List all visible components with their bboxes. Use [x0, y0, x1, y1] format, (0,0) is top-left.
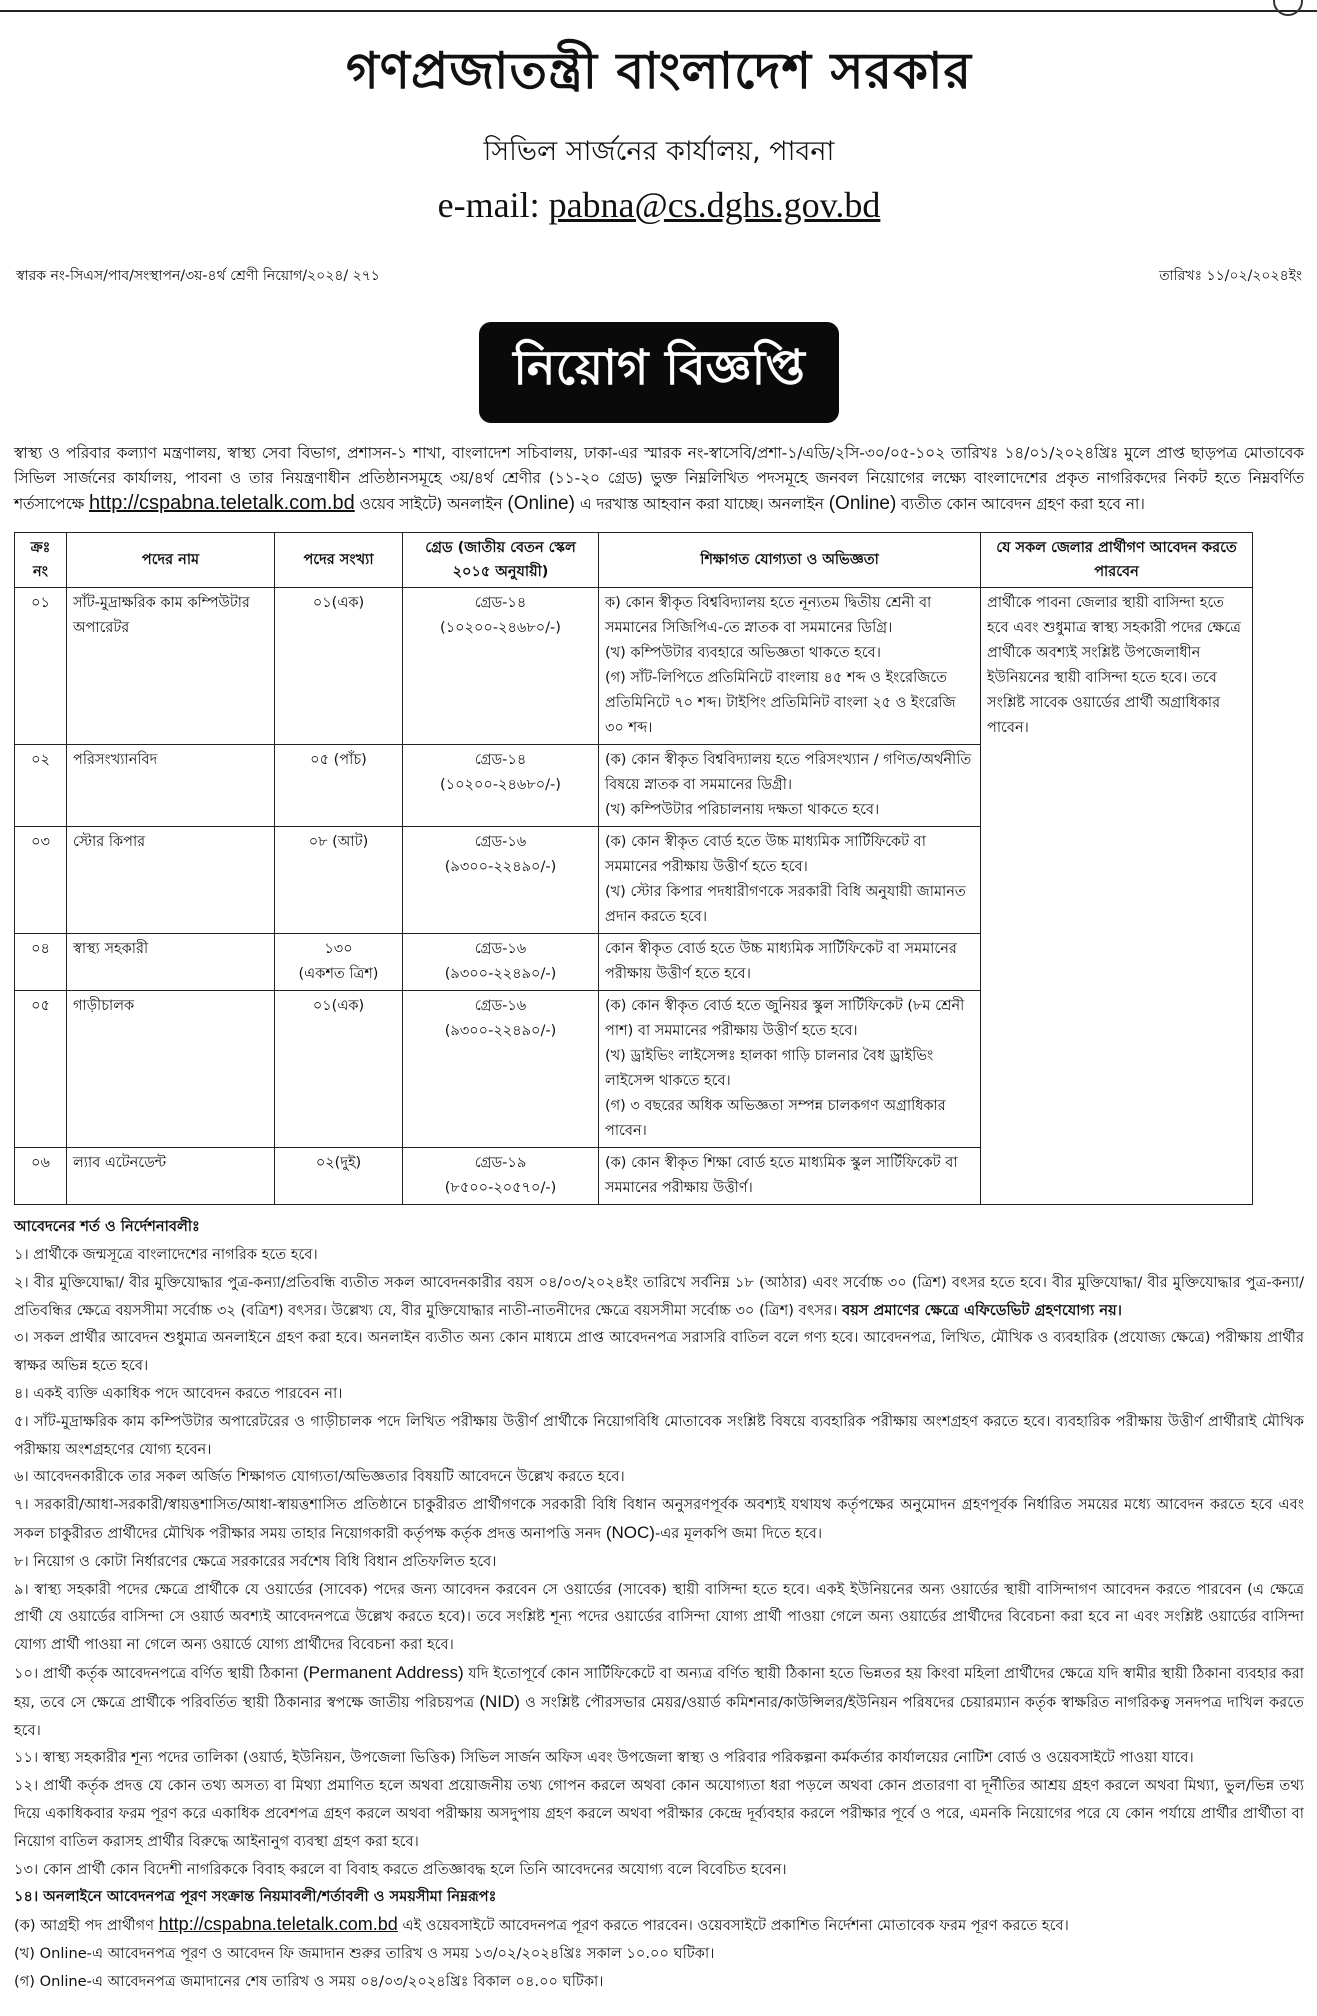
instruction-item: ১১। স্বাস্থ্য সহকারীর শূন্য পদের তালিকা (ওয়ার্ড, ইউনিয়ন, উপজেলা ভিত্তিক) সিভিল সার্জন অফিস এবং উপজেলা স্বাস্থ্য ও পরিবার পরিকল্পনা কর্মকর্তার কার্যালয়ের নোটিশ বোর্ড ও ওয়েবসাইটে পাওয়া যাবে। — [14, 1749, 1194, 1767]
row-count — [275, 934, 403, 991]
application-website-link[interactable]: http://cspabna.teletalk.com.bd — [89, 492, 355, 514]
grade-label: গ্রেড-১৪ — [474, 595, 527, 612]
grade-label: গ্রেড-১৪ — [474, 752, 527, 769]
row-qualification — [599, 588, 981, 745]
row-count: ০১(এক) — [275, 588, 403, 745]
requirement-item: (খ) ড্রাইভিং লাইসেন্সঃ হালকা গাড়ি চালনার বৈধ ড্রাইভিং লাইসেন্স থাকতে হবে। — [605, 1048, 934, 1090]
row-sl: ০৫ — [15, 991, 67, 1148]
instructions-section — [14, 1213, 1304, 1995]
posts-table — [14, 532, 1253, 1205]
row-qualification — [599, 934, 981, 991]
memo-reference: স্বারক নং-সিএস/পাব/সংস্থাপন/৩য়-৪র্থ শ্রেণী নিয়োগ/২০২৪/ ২৭১ — [16, 268, 380, 284]
intro-text: এ দরখাস্ত আহবান করা যাচ্ছে। অনলাইন — [574, 495, 829, 513]
instruction-item — [14, 1659, 1304, 1744]
col-header-qualification: শিক্ষাগত যোগ্যতা ও অভিজ্ঞতা — [599, 533, 981, 588]
application-website-link[interactable]: http://cspabna.teletalk.com.bd — [158, 1914, 398, 1935]
grade-label: গ্রেড-১৬ — [474, 941, 527, 958]
row-sl: ০৬ — [15, 1148, 67, 1205]
intro-text: ব্যতীত কোন আবেদন গ্রহণ করা হবে না। — [896, 495, 1145, 513]
requirement-item: ক) কোন স্বীকৃত বিশ্ববিদ্যালয় হতে নূন্যতম দ্বিতীয় শ্রেনী বা সমমানের সিজিপিএ-তে স্নাতক বা সমমানের ডিগ্রি। — [605, 595, 932, 637]
row-sl: ০২ — [15, 745, 67, 827]
row-post: পরিসংখ্যানবিদ — [67, 745, 275, 827]
requirement-item: (ক) কোন স্বীকৃত বিশ্ববিদ্যালয় হতে পরিসংখ্যান / গণিত/অর্থনীতি বিষয়ে স্নাতক বা সমমানের ডিগ্রী। — [605, 752, 972, 794]
email-link[interactable]: pabna@cs.dghs.gov.bd — [548, 185, 881, 225]
office-name: সিভিল সার্জনের কার্যালয়, পাবনা — [483, 136, 835, 167]
row-grade — [403, 991, 599, 1148]
count-words: (একশত ত্রিশ) — [298, 966, 379, 983]
row-qualification — [599, 827, 981, 934]
instruction-text: -এর মূলকপি জমা দিতে হবে। — [654, 1525, 823, 1543]
instruction-subitem: (গ) Online-এ আবেদনপত্র জমাদানের শেষ তারিখ ও সময় ০৪/০৩/২০২৪খ্রিঃ বিকাল ০৪.০০ ঘটিকা। — [14, 1972, 604, 1990]
row-sl: ০১ — [15, 588, 67, 745]
memo-row — [14, 264, 1304, 288]
intro-online-term: (Online) — [507, 493, 575, 514]
pay-scale: (৯৩০০-২২৪৯০/-) — [444, 859, 557, 876]
requirement-item: (ক) কোন স্বীকৃত বোর্ড হতে উচ্চ মাধ্যমিক সার্টিফিকেট বা সমমানের পরীক্ষায় উত্তীর্ণ হতে হবে। — [605, 834, 926, 876]
notice-document — [14, 0, 1304, 1996]
intro-text: ওয়েব সাইটে) অনলাইন — [354, 495, 508, 513]
instruction-item: ১২। প্রার্থী কর্তৃক প্রদত্ত যে কোন তথ্য অসত্য বা মিথ্যা প্রমাণিত হলে অথবা প্রয়োজনীয় তথ্য গোপন করলে অথবা কোন অযোগ্যতা ধরা পড়লে অথবা কোন প্রতারণা বা দূর্নীতির আশ্রয় গ্রহণ করলে অথবা মিথ্যা, ভুল/ভিন্ন তথ্য দিয়ে একাধিকবার ফরম পূরণ করে একাধিক প্রবেশপত্র গ্রহণ করলে অথবা পরীক্ষায় অসদুপায় গ্রহণ করলে অথবা পরীক্ষার কেন্দ্রে দূর্ব্যবহার করলে পরীক্ষার পূর্বে ও পরে, এমনকি নিয়োগের পরে যে কোন পর্যায়ে প্রার্থীর প্রার্থীতা বা নিয়োগ বাতিল করাসহ প্রার্থীর বিরুদ্ধে আইনানুগ ব্যবস্থা গ্রহণ করা হবে। — [14, 1777, 1304, 1850]
eligible-district-cell: প্রার্থীকে পাবনা জেলার স্থায়ী বাসিন্দা হতে হবে এবং শুধুমাত্র স্বাস্থ্য সহকারী পদের ক্ষেত্রে প্রার্থীকে অবশ্যই সংশ্লিষ্ট উপজেলাধীন ইউনিয়নের স্থায়ী বাসিন্দা হতে হবে। তবে সংশ্লিষ্ট সাবেক ওয়ার্ডের প্রার্থী অগ্রাধিকার পাবেন। — [981, 588, 1253, 1205]
instruction-term: (NID) — [479, 1691, 520, 1711]
pay-scale: (৮৫০০-২০৫৭০/-) — [444, 1180, 557, 1197]
row-grade — [403, 827, 599, 934]
grade-label: গ্রেড-১৬ — [474, 998, 527, 1015]
col-header-grade: গ্রেড (জাতীয় বেতন স্কেল ২০১৫ অনুযায়ী) — [403, 533, 599, 588]
requirement-item: (গ) ৩ বছরের অধিক অভিজ্ঞতা সম্পন্ন চালকগণ অগ্রাধিকার পাবেন। — [605, 1098, 946, 1140]
col-header-sl: ক্রঃ নং — [15, 533, 67, 588]
memo-date: তারিখঃ ১১/০২/২০২৪ইং — [1159, 268, 1302, 284]
count-number: ১৩০ — [324, 941, 353, 958]
notice-title-wrap — [14, 322, 1304, 423]
row-post: সাঁট-মুদ্রাক্ষরিক কাম কম্পিউটার অপারেটর — [67, 588, 275, 745]
col-header-count: পদের সংখ্যা — [275, 533, 403, 588]
table-row — [15, 588, 1253, 745]
pay-scale: (১০২০০-২৪৬৮০/-) — [440, 620, 561, 637]
table-header-row — [15, 533, 1253, 588]
instruction-item: ৫। সাঁট-মুদ্রাক্ষরিক কাম কম্পিউটার অপারেটরের ও গাড়ীচালক পদে লিখিত পরীক্ষায় উত্তীর্ণ প্রার্থীকে নিয়োগবিধি মোতাবেক সংশ্লিষ্ট বিষয়ে ব্যবহারিক পরীক্ষায় অংশগ্রহণ করতে হবে। ব্যবহারিক পরীক্ষায় উত্তীর্ণ প্রার্থীরাই মৌখিক পরীক্ষায় অংশগ্রহণের যোগ্য হবেন। — [14, 1412, 1304, 1458]
col-header-post: পদের নাম — [67, 533, 275, 588]
requirement-item: (খ) কম্পিউটার পরিচালনায় দক্ষতা থাকতে হবে। — [605, 802, 880, 819]
row-post: স্টোর কিপার — [67, 827, 275, 934]
instruction-text: ৭। সরকারী/আধা-সরকারী/স্বায়ত্তশাসিত/আধা-স্বায়ত্তশাসিত প্রতিষ্ঠানে চাকুরীরত প্রার্থীগণকে সরকারী বিধি বিধান অনুসরণপূর্বক অবশ্যই যথাযথ কর্তৃপক্ষের অনুমোদন গ্রহণপূর্বক নির্ধারিত সময়ের মধ্যে আবেদন করতে হবে এবং সকল চাকুরীরত প্রার্থীদের মৌখিক পরীক্ষার সময় তাহার নিয়োগকারী কর্তৃপক্ষ কর্তৃক প্রদত্ত অনাপত্তি সনদ — [14, 1496, 1304, 1543]
instruction-item: ৪। একই ব্যক্তি একাধিক পদে আবেদন করতে পারবেন না। — [14, 1385, 343, 1403]
row-qualification — [599, 991, 981, 1148]
instruction-item: ১। প্রার্থীকে জন্মসূত্রে বাংলাদেশের নাগরিক হতে হবে। — [14, 1246, 318, 1264]
instruction-item: ৯। স্বাস্থ্য সহকারী পদের ক্ষেত্রে প্রার্থীকে যে ওয়ার্ডের (সাবেক) পদের জন্য আবেদন করবেন সে ওয়ার্ডের (সাবেক) স্থায়ী বাসিন্দা হতে হবে। একই ইউনিয়নের অন্য ওয়ার্ডের স্থায়ী বাসিন্দাগণ আবেদন করতে পারবেন (এ ক্ষেত্রে প্রার্থী যে ওয়ার্ডের বাসিন্দা সে ওয়ার্ড অবশ্যই আবেদনপত্রে উল্লেখ করতে হবে)। তবে সংশ্লিষ্ট শূন্য পদের ওয়ার্ডের বাসিন্দা যোগ্য প্রার্থী পাওয়া গেলে অন্য ওয়ার্ডের প্রার্থীদের বিবেচনা করা হবে না এবং সংশ্লিষ্ট ওয়ার্ডের বাসিন্দা যোগ্য প্রার্থী পাওয়া না গেলে অন্য ওয়ার্ডে যোগ্য প্রার্থীদের বিবেচনা করা হবে। — [14, 1580, 1304, 1654]
notice-title: নিয়োগ বিজ্ঞপ্তি — [479, 322, 839, 423]
requirement-item: (গ) সাঁট-লিপিতে প্রতিমিনিটে বাংলায় ৪৫ শব্দ ও ইংরেজিতে প্রতিমিনিটে ৭০ শব্দ। টাইপিং প্রতিমিনিট বাংলা ২৫ ও ইংরেজি ৩০ শব্দ। — [605, 670, 956, 737]
instruction-item: ১৩। কোন প্রার্থী কোন বিদেশী নাগরিককে বিবাহ করলে বা বিবাহ করতে প্রতিজ্ঞাবদ্ধ হলে তিনি আবেদনের অযোগ্য বলে বিবেচিত হবেন। — [14, 1860, 787, 1878]
requirement-item: (ক) কোন স্বীকৃত বোর্ড হতে জুনিয়র স্কুল সার্টিফিকেট (৮ম শ্রেনী পাশ) বা সমমানের পরীক্ষায় উত্তীর্ণ হতে হবে। — [605, 998, 965, 1040]
row-post: গাড়ীচালক — [67, 991, 275, 1148]
instruction-text: ২। বীর মুক্তিযোদ্ধা/ বীর মুক্তিযোদ্ধার পুত্র-কন্যা/প্রতিবন্ধি ব্যতীত সকল আবেদনকারীর বয়স ০৪/০৩/২০২৪ইং তারিখে সর্বনিম্ন ১৮ (আঠার) এবং সর্বোচ্চ ৩০ (ত্রিশ) বৎসর হতে হবে। বীর মুক্তিযোদ্ধা/ বীর মুক্তিযোদ্ধার পুত্র-কন্যা/প্রতিবন্ধির ক্ষেত্রে বয়সসীমা সর্বোচ্চ ৩২ (বত্রিশ) বৎসর। উল্লেখ্য যে, বীর মুক্তিযোদ্ধার নাতী-নাতনীদের ক্ষেত্রে বয়সসীমা সর্বোচ্চ ৩০ (ত্রিশ) বৎসর। — [14, 1273, 1304, 1319]
instruction-subitem: (খ) Online-এ আবেদনপত্র পূরণ ও আবেদন ফি জমাদান শুরুর তারিখ ও সময় ১৩/০২/২০২৪খ্রিঃ সকাল ১০.০০ ঘটিকা। — [14, 1945, 715, 1963]
row-count: ০৫ (পাঁচ) — [275, 745, 403, 827]
instruction-text: ও সংশ্লিষ্ট পৌরসভার মেয়র/ওয়ার্ড কমিশনার/কাউন্সিলর/ইউনিয়ন পরিষদের চেয়ারম্যান কর্তৃক স্বাক্ষরিত নাগরিকত্ব সনদপত্র দাখিল করতে হবে। — [14, 1693, 1305, 1739]
grade-label: গ্রেড-১৬ — [474, 834, 527, 851]
instruction-text: ১০। প্রার্থী কর্তৃক আবেদনপত্রে বর্ণিত স্থায়ী ঠিকানা — [14, 1665, 303, 1683]
pay-scale: (১০২০০-২৪৬৮০/-) — [440, 777, 561, 794]
instruction-term: (Permanent Address) — [302, 1663, 464, 1683]
email-line — [14, 184, 1304, 226]
requirement-item: কোন স্বীকৃত বোর্ড হতে উচ্চ মাধ্যমিক সার্টিফিকেট বা সমমানের পরীক্ষায় উত্তীর্ণ হতে হবে। — [605, 941, 957, 983]
row-count: ০৮ (আট) — [275, 827, 403, 934]
row-post: স্বাস্থ্য সহকারী — [67, 934, 275, 991]
requirement-item: (ক) কোন স্বীকৃত শিক্ষা বোর্ড হতে মাধ্যমিক স্কুল সার্টিফিকেট বা সমমানের পরীক্ষায় উত্তীর্ণ। — [605, 1155, 958, 1197]
grade-label: গ্রেড-১৯ — [474, 1155, 527, 1172]
instruction-subitem — [14, 1911, 1304, 1940]
row-count: ০২(দুই) — [275, 1148, 403, 1205]
row-grade — [403, 934, 599, 991]
instruction-emphasis: বয়স প্রমাণের ক্ষেত্রে এফিডেভিট গ্রহণযোগ্য নয়। — [842, 1301, 1122, 1319]
row-sl: ০৪ — [15, 934, 67, 991]
instruction-item: ৬। আবেদনকারীকে তার সকল অর্জিত শিক্ষাগত যোগ্যতা/অভিজ্ঞতার বিষয়টি আবেদনে উল্লেখ করতে হবে। — [14, 1468, 625, 1486]
instruction-item: ১৪। অনলাইনে আবেদনপত্র পূরণ সংক্রান্ত নিয়মাবলী/শর্তাবলী ও সময়সীমা নিম্নরূপঃ — [14, 1888, 497, 1906]
instruction-text: এই ওয়েবসাইটে আবেদনপত্র পূরণ করতে পারবেন। ওয়েবসাইটে প্রকাশিত নির্দেশনা মোতাবেক ফরম পূরণ করতে হবে। — [397, 1917, 1069, 1935]
instruction-item — [14, 1269, 1304, 1325]
row-grade — [403, 745, 599, 827]
instruction-term: (NOC) — [605, 1523, 655, 1543]
instruction-text: (ক) আগ্রহী পদ প্রার্থীগণ — [14, 1917, 159, 1935]
intro-online-term: (Online) — [828, 493, 897, 514]
row-count: ০১(এক) — [275, 991, 403, 1148]
intro-paragraph — [14, 441, 1304, 517]
instruction-item: ৮। নিয়োগ ও কোটা নির্ধারণের ক্ষেত্রে সরকারের সর্বশেষ বিধি বিধান প্রতিফলিত হবে। — [14, 1552, 497, 1570]
instruction-text: যদি ইতোপূর্বে কোন সার্টিফিকেটে বা অন্যত্র বর্ণিত স্থায়ী ঠিকানা হতে ভিন্নতর হয় কিংবা মহিলা প্রার্থীদের ক্ষেত্রে যদি স্বামীর স্থায়ী ঠিকানা ব্যবহার করা হয়, তবে সে ক্ষেত্রে প্রার্থীকে পরিবর্তিত স্থায়ী ঠিকানার স্বপক্ষে জাতীয় পরিচয়পত্র — [14, 1665, 1304, 1711]
pay-scale: (৯৩০০-২২৪৯০/-) — [444, 966, 557, 983]
row-qualification — [599, 745, 981, 827]
instructions-heading: আবেদনের শর্ত ও নির্দেশনাবলীঃ — [14, 1218, 200, 1236]
intro-text: স্বাস্থ্য ও পরিবার কল্যাণ মন্ত্রণালয়, স্বাস্থ্য সেবা বিভাগ, প্রশাসন-১ শাখা, বাংলাদেশ সচিবালয়, ঢাকা-এর স্মারক নং-স্বাসেবি/প্রশা-১/এডি/২সি-৩০/০৫-১০২ তারিখঃ ১৪/০১/২০২৪খ্রিঃ মুলে প্রাপ্ত ছাড়পত্র মোতাবেক সিভিল সার্জনের কার্যালয়, পাবনা ও তার নিয়ন্ত্রণাধীন প্রতিষ্ঠানসমূহে ৩য়/৪র্থ শ্রেণীর (১১-২০ গ্রেড) ভুক্ত নিম্নলিখিত পদসমূহে জনবল নিয়োগের লক্ষ্যে বাংলাদেশের প্রকৃত নাগরিকদের নিকট হতে নিম্নবর্ণিত শর্তসাপেক্ষে — [14, 444, 1304, 513]
instruction-item — [14, 1491, 1304, 1548]
requirement-item: (খ) কম্পিউটার ব্যবহারে অভিজ্ঞতা থাকতে হবে। — [605, 645, 881, 662]
row-sl: ০৩ — [15, 827, 67, 934]
row-grade — [403, 1148, 599, 1205]
email-label: e-mail: — [437, 185, 549, 225]
instruction-item: ৩। সকল প্রার্থীর আবেদন শুধুমাত্র অনলাইনে গ্রহণ করা হবে। অনলাইন ব্যতীত অন্য কোন মাধ্যমে প্রাপ্ত আবেদনপত্র সরাসরি বাতিল বলে গণ্য হবে। আবেদনপত্র, লিখিত, মৌখিক ও ব্যবহারিক (প্রযোজ্য ক্ষেত্রে) পরীক্ষায় প্রার্থীর স্বাক্ষর অভিন্ন হতে হবে। — [14, 1329, 1304, 1375]
requirement-item: (খ) স্টোর কিপার পদধারীগণকে সরকারী বিধি অনুযায়ী জামানত প্রদান করতে হবে। — [605, 884, 966, 926]
row-qualification — [599, 1148, 981, 1205]
pay-scale: (৯৩০০-২২৪৯০/-) — [444, 1023, 557, 1040]
government-title: গণপ্রজাতন্ত্রী বাংলাদেশ সরকার — [346, 41, 972, 100]
row-grade — [403, 588, 599, 745]
row-post: ল্যাব এটেনডেন্ট — [67, 1148, 275, 1205]
col-header-district: যে সকল জেলার প্রার্থীগণ আবেদন করতে পারবেন — [981, 533, 1253, 588]
